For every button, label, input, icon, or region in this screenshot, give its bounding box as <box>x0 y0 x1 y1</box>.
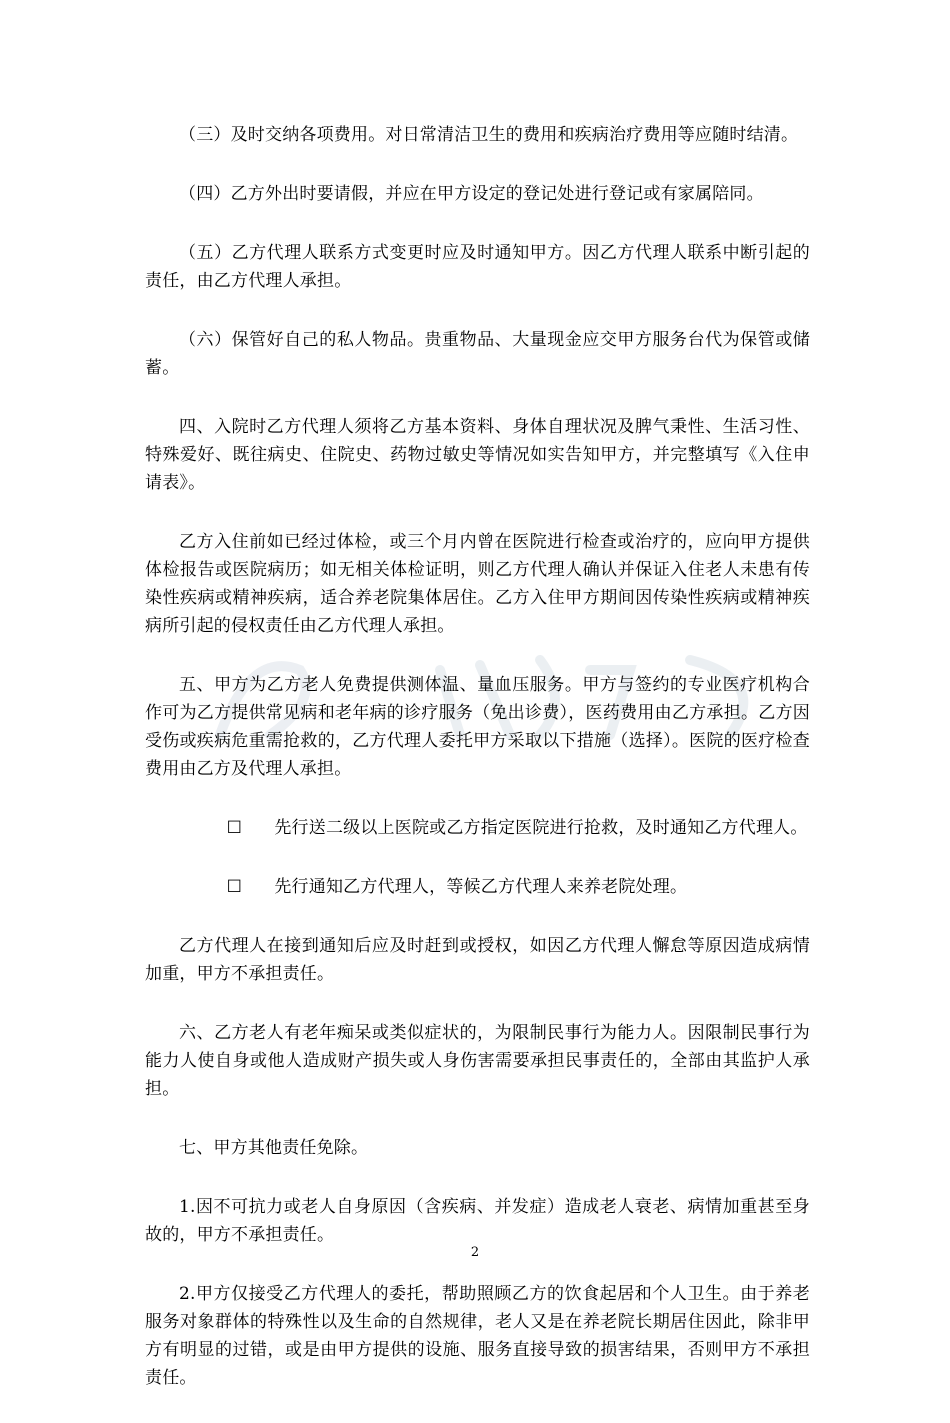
option-text: 先行通知乙方代理人，等候乙方代理人来养老院处理。 <box>274 877 688 897</box>
checkbox-icon[interactable]: ☐ <box>226 877 243 897</box>
document-body <box>145 121 810 1423</box>
page-number: 2 <box>470 1245 480 1260</box>
paragraph-item-4: （四）乙方外出时要请假，并应在甲方设定的登记处进行登记或有家属陪同。 <box>179 184 764 204</box>
option-hospital-rescue <box>145 814 810 842</box>
paragraph-item-5: （五）乙方代理人联系方式变更时应及时通知甲方。因乙方代理人联系中断引起的责任，由乙方代理人承担。 <box>145 243 810 291</box>
clause-seven-item-1: 1.因不可抗力或老人自身原因（含疾病、并发症）造成老人衰老、病情加重甚至身故的，甲方不承担责任。 <box>145 1197 810 1245</box>
paragraph-item-3: （三）及时交纳各项费用。对日常清洁卫生的费用和疾病治疗费用等应随时结清。 <box>179 125 799 145</box>
clause-four-health-check: 乙方入住前如已经过体检，或三个月内曾在医院进行检查或治疗的，应向甲方提供体检报告或医院病历；如无相关体检证明，则乙方代理人确认并保证入住老人未患有传染性疾病或精神疾病，适合养老院集体居住。乙方入住甲方期间因传染性疾病或精神疾病所引起的侵权责任由乙方代理人承担。 <box>145 532 810 636</box>
clause-five: 五、甲方为乙方老人免费提供测体温、量血压服务。甲方与签约的专业医疗机构合作可为乙方提供常见病和老年病的诊疗服务（免出诊费），医药费用由乙方承担。乙方因受伤或疾病危重需抢救的，乙方代理人委托甲方采取以下措施（选择）。医院的医疗检查费用由乙方及代理人承担。 <box>145 675 810 779</box>
option-text: 先行送二级以上医院或乙方指定医院进行抢救，及时通知乙方代理人。 <box>274 818 808 838</box>
checkbox-icon[interactable]: ☐ <box>226 818 243 838</box>
clause-five-agent-duty: 乙方代理人在接到通知后应及时赶到或授权，如因乙方代理人懈怠等原因造成病情加重，甲方不承担责任。 <box>145 936 810 984</box>
option-notify-agent <box>145 873 810 901</box>
clause-seven: 七、甲方其他责任免除。 <box>179 1138 369 1158</box>
clause-four: 四、入院时乙方代理人须将乙方基本资料、身体自理状况及脾气秉性、生活习性、特殊爱好、既往病史、住院史、药物过敏史等情况如实告知甲方，并完整填写《入住申请表》。 <box>145 417 810 493</box>
clause-seven-item-2: 2.甲方仅接受乙方代理人的委托，帮助照顾乙方的饮食起居和个人卫生。由于养老服务对象群体的特殊性以及生命的自然规律，老人又是在养老院长期居住因此，除非甲方有明显的过错，或是由甲方提供的设施、服务直接导致的损害结果，否则甲方不承担责任。 <box>145 1284 810 1388</box>
clause-six: 六、乙方老人有老年痴呆或类似症状的，为限制民事行为能力人。因限制民事行为能力人使自身或他人造成财产损失或人身伤害需要承担民事责任的，全部由其监护人承担。 <box>145 1023 810 1099</box>
paragraph-item-6: （六）保管好自己的私人物品。贵重物品、大量现金应交甲方服务台代为保管或储蓄。 <box>145 330 810 378</box>
